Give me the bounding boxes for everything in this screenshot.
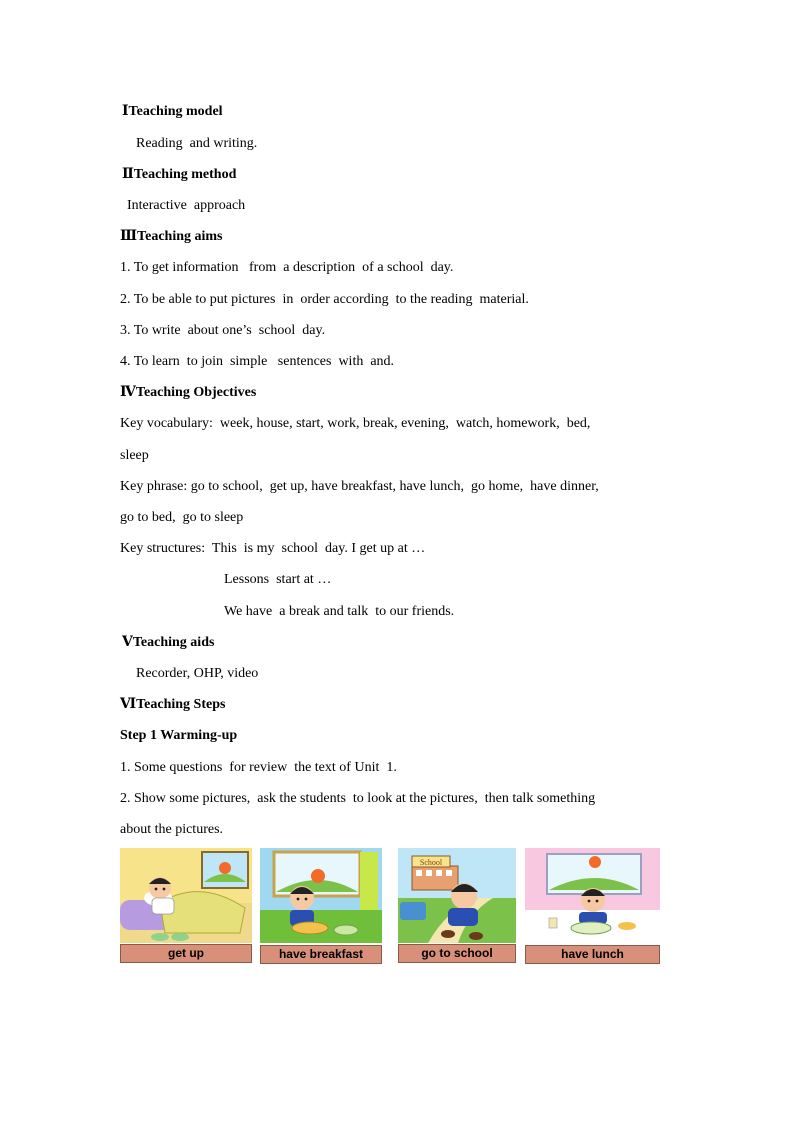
aim-item: 2. To be able to put pictures in order according to the reading material. <box>120 292 529 307</box>
step-item: 2. Show some pictures, ask the students to look at the pictures, then talk something <box>120 791 596 806</box>
key-structures-line: Key structures: This is my school day. I get up at … <box>120 541 426 556</box>
key-structure-item: We have a break and talk to our friends. <box>224 604 455 619</box>
caption-go-to-school: go to school <box>398 944 516 963</box>
key-phrase-line: Key phrase: go to school, get up, have breakfast, have lunch, go home, have dinner, <box>120 479 599 494</box>
picture-have-breakfast <box>260 848 382 943</box>
teaching-model-text: Reading and writing. <box>136 136 258 151</box>
teaching-aids-text: Recorder, OHP, video <box>136 666 259 681</box>
key-vocabulary-line: Key vocabulary: week, house, start, work, break, evening, watch, homework, bed, <box>120 416 591 431</box>
caption-get-up: get up <box>120 944 252 963</box>
step-item: 1. Some questions for review the text of Unit 1. <box>120 760 397 775</box>
step-item: about the pictures. <box>120 822 224 837</box>
caption-have-lunch: have lunch <box>525 945 660 964</box>
heading-step-1: Step 1 Warming-up <box>120 728 238 743</box>
picture-go-to-school <box>398 848 516 943</box>
get-up-illustration <box>120 848 252 943</box>
key-structure-item: Lessons start at … <box>224 572 332 587</box>
heading-teaching-method: ⅡTeaching method <box>122 167 237 182</box>
aim-item: 1. To get information from a description of a school day. <box>120 260 454 275</box>
school-sign-text: School <box>419 858 443 867</box>
heading-teaching-steps: ⅥTeaching Steps <box>120 697 226 712</box>
have-lunch-illustration <box>525 848 660 943</box>
heading-teaching-aids: ⅤTeaching aids <box>122 635 215 650</box>
key-phrase-line: go to bed, go to sleep <box>120 510 244 525</box>
go-to-school-illustration <box>398 848 516 943</box>
have-breakfast-illustration <box>260 848 382 943</box>
aim-item: 3. To write about one’s school day. <box>120 323 326 338</box>
picture-have-lunch <box>525 848 660 943</box>
heading-teaching-objectives: ⅣTeaching Objectives <box>120 385 257 400</box>
teaching-method-text: Interactive approach <box>127 198 246 213</box>
key-vocabulary-line: sleep <box>120 448 149 463</box>
heading-teaching-aims: ⅢTeaching aims <box>120 229 223 244</box>
picture-get-up <box>120 848 252 943</box>
heading-teaching-model: ⅠTeaching model <box>122 104 223 119</box>
caption-have-breakfast: have breakfast <box>260 945 382 964</box>
aim-item: 4. To learn to join simple sentences with and. <box>120 354 395 369</box>
daily-routine-pictures <box>120 848 660 968</box>
